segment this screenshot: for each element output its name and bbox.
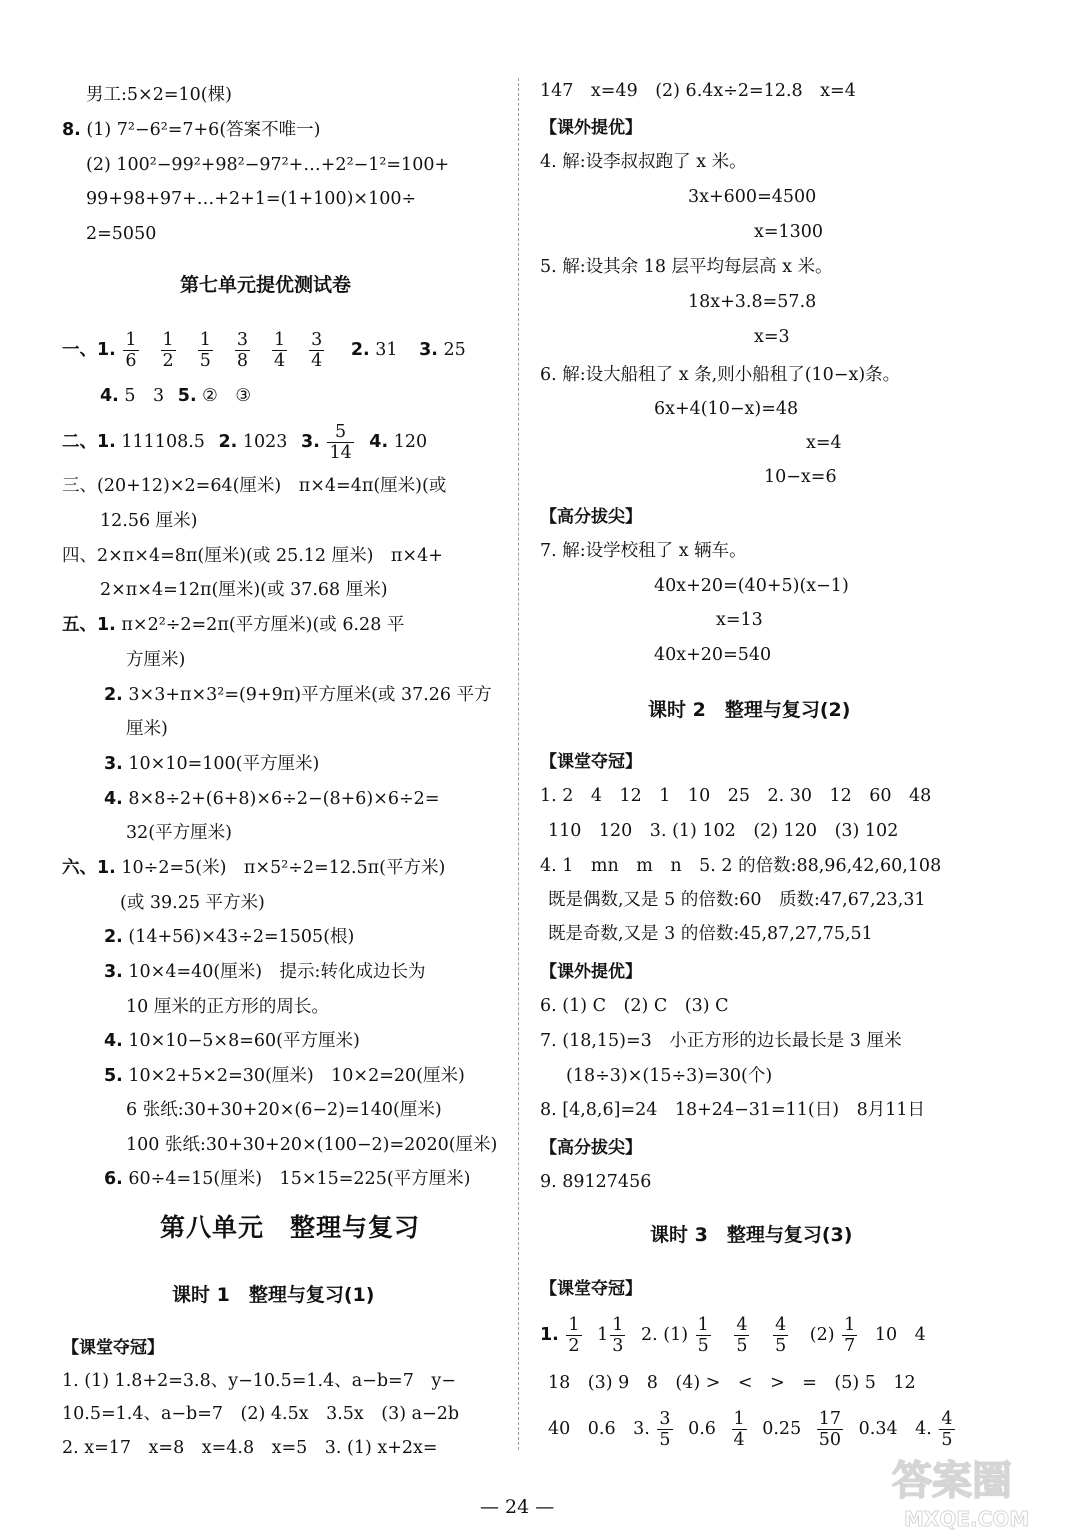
section-tag: 【高分拔尖】 — [540, 507, 642, 527]
text-line: 四、2×π×4=8π(厘米)(或 25.12 厘米) π×4+ — [62, 546, 443, 566]
text-line — [62, 612, 404, 638]
text-line: 2. x=17 x=8 x=4.8 x=5 3. (1) x+2x= — [62, 1438, 438, 1458]
fraction — [235, 330, 250, 371]
numerator: 5 — [327, 422, 353, 443]
text-line: (18÷3)×(15÷3)=30(个) — [566, 1066, 773, 1086]
denominator: 5 — [697, 1336, 709, 1356]
section-tag: 【课堂夺冠】 — [540, 1279, 642, 1299]
text-line: 10 厘米的正方形的周长。 — [126, 997, 329, 1017]
fraction — [696, 1315, 711, 1356]
text-line — [104, 1063, 465, 1089]
answer: 10 4 — [874, 1325, 926, 1345]
fraction — [773, 1315, 788, 1356]
answer: 40 0.6 3. — [548, 1419, 650, 1439]
answer: (1) 7²−6²=7+6(答案不唯一) — [86, 120, 321, 140]
numerator: 3 — [659, 1409, 671, 1429]
fraction — [198, 330, 213, 371]
fraction — [732, 1409, 747, 1450]
numerator: 1 — [844, 1315, 856, 1335]
answer: 120 — [393, 432, 428, 452]
text-line: 32(平方厘米) — [126, 823, 232, 843]
numerator: 17 — [818, 1409, 842, 1429]
text-line: 方厘米) — [126, 650, 186, 670]
fraction — [734, 1315, 749, 1356]
equation: 3x+600=4500 — [688, 187, 817, 207]
text-line — [62, 117, 320, 143]
text-line: 三、(20+12)×2=64(厘米) π×4=4π(厘米)(或 — [62, 476, 447, 496]
question-number: 3. — [104, 962, 123, 982]
question-number: 3. — [419, 340, 438, 360]
answer: 8×8÷2+(6+8)×6÷2−(8+6)×6÷2= — [128, 789, 440, 809]
fraction — [610, 1315, 625, 1356]
text-line: 1. (1) 1.8+2=3.8、y−10.5=1.4、a−b=7 y− — [62, 1371, 456, 1391]
answer: 31 — [375, 340, 398, 360]
section-tag: 【课外提优】 — [540, 962, 642, 982]
text-line: 110 120 3. (1) 102 (2) 120 (3) 102 — [548, 821, 899, 841]
fraction — [161, 330, 176, 371]
fraction — [842, 1315, 857, 1356]
numerator: 1 — [199, 330, 211, 350]
text-line: 1. 2 4 12 1 10 25 2. 30 12 60 48 — [540, 786, 932, 806]
answer: 10×4=40(厘米) 提示:转化成边长为 — [128, 962, 426, 982]
denominator: 5 — [659, 1430, 671, 1450]
equation: x=4 — [806, 433, 842, 453]
fraction — [309, 330, 324, 371]
question-number: 5. — [177, 386, 197, 406]
answer: 10×10=100(平方厘米) — [128, 754, 320, 774]
text-line: 2×π×4=12π(厘米)(或 37.68 厘米) — [100, 580, 388, 600]
fraction — [657, 1409, 672, 1450]
text-line: 10.5=1.4、a−b=7 (2) 4.5x 3.5x (3) a−2b — [62, 1404, 460, 1424]
question-number: 6. — [104, 1169, 123, 1189]
text-line: 6. (1) C (2) C (3) C — [540, 996, 729, 1016]
numerator: 3 — [311, 330, 323, 350]
question-number: 2. — [218, 432, 238, 452]
denominator: 8 — [236, 351, 248, 371]
section-heading: 第七单元提优测试卷 — [180, 274, 352, 296]
fraction — [566, 1315, 581, 1356]
text-line: 18 (3) 9 8 (4) > < > = (5) 5 12 — [548, 1373, 916, 1393]
text-line: 8. [4,8,6]=24 18+24−31=11(日) 8月11日 — [540, 1100, 925, 1120]
denominator: 5 — [199, 351, 211, 371]
text-line — [62, 855, 445, 881]
question-number: 2. — [104, 927, 123, 947]
lesson-heading: 课时 3 整理与复习(3) — [650, 1224, 853, 1246]
text-line: 9. 89127456 — [540, 1172, 652, 1192]
section-label: 六、1. — [62, 858, 116, 878]
denominator: 2 — [162, 351, 174, 371]
numerator: 3 — [236, 330, 248, 350]
question-number: 4. — [104, 789, 123, 809]
answer-row — [548, 1408, 957, 1450]
equation: 18x+3.8=57.8 — [688, 292, 817, 312]
text-line: 6. 解:设大船租了 x 条,则小船租了(10−x)条。 — [540, 365, 901, 385]
denominator: 4 — [311, 351, 323, 371]
text-line: 既是奇数,又是 3 的倍数:45,87,27,75,51 — [548, 924, 873, 944]
answer-row — [62, 330, 466, 371]
denominator: 14 — [329, 443, 352, 463]
question-number: 2. — [104, 685, 123, 705]
equation: x=13 — [716, 610, 763, 630]
denominator: 5 — [736, 1336, 748, 1356]
question-number: (2) — [809, 1325, 835, 1345]
question-number: 2. — [350, 340, 370, 360]
text-line — [104, 751, 319, 777]
answer-row — [540, 1314, 926, 1356]
answer: 1023 — [242, 432, 288, 452]
question-number: 1. — [540, 1325, 559, 1345]
equation: 40x+20=540 — [654, 645, 772, 665]
answer: π×2²÷2=2π(平方厘米)(或 6.28 平 — [121, 615, 405, 635]
fraction — [939, 1409, 954, 1450]
question-number: 4. — [104, 1031, 123, 1051]
equation: 6x+4(10−x)=48 — [654, 399, 799, 419]
equation: 40x+20=(40+5)(x−1) — [654, 576, 849, 596]
fraction-list — [121, 330, 335, 371]
text-line — [104, 786, 439, 812]
answer: 10×2+5×2=30(厘米) 10×2=20(厘米) — [128, 1066, 465, 1086]
numerator: 1 — [125, 330, 137, 350]
denominator: 4 — [273, 351, 286, 371]
denominator: 4 — [733, 1430, 745, 1450]
section-tag: 【课堂夺冠】 — [62, 1338, 164, 1358]
numerator: 1 — [162, 330, 174, 350]
question-number: 8. — [62, 120, 81, 140]
question-number: 5. — [104, 1066, 123, 1086]
answer-row — [100, 383, 251, 409]
equation: 10−x=6 — [764, 467, 837, 487]
denominator: 7 — [844, 1336, 856, 1356]
denominator: 3 — [612, 1336, 624, 1356]
numerator: 4 — [736, 1315, 748, 1335]
equation: x=1300 — [754, 222, 824, 242]
text-line: 厘米) — [126, 719, 168, 739]
text-line — [104, 1166, 470, 1192]
text-line: 100 张纸:30+30+20×(100−2)=2020(厘米) — [126, 1135, 498, 1155]
watermark-text: 答案圈 — [892, 1458, 1012, 1504]
text-line — [104, 682, 492, 708]
fraction — [327, 422, 353, 463]
answer: 5 3 — [124, 386, 165, 406]
denominator: 5 — [941, 1430, 953, 1450]
section-label: 二、1. — [62, 432, 116, 452]
answer-row — [62, 420, 427, 464]
answer: 10÷2=5(米) π×5²÷2=12.5π(平方米) — [121, 858, 446, 878]
text-line — [104, 1028, 360, 1054]
text-line — [104, 959, 425, 985]
text-line: 12.56 厘米) — [100, 511, 198, 531]
numerator: 1 — [697, 1315, 709, 1335]
numerator: 1 — [273, 330, 286, 350]
text-line: (或 39.25 平方米) — [120, 893, 265, 913]
fraction — [123, 330, 138, 371]
denominator: 2 — [568, 1336, 580, 1356]
answer: 0.6 — [688, 1419, 716, 1439]
question-number: 4. — [369, 432, 389, 452]
fraction — [272, 330, 287, 371]
numerator: 1 — [612, 1315, 624, 1335]
section-tag: 【课外提优】 — [540, 118, 642, 138]
fraction — [817, 1409, 843, 1450]
text-line: 7. (18,15)=3 小正方形的边长最长是 3 厘米 — [540, 1031, 902, 1051]
text-line: (2) 100²−99²+98²−97²+…+2²−1²=100+ — [86, 155, 450, 175]
section-tag: 【课堂夺冠】 — [540, 752, 642, 772]
question-number: 2. (1) — [640, 1325, 689, 1345]
lesson-heading: 课时 1 整理与复习(1) — [172, 1284, 375, 1306]
denominator: 50 — [818, 1430, 842, 1450]
answer: 0.25 — [762, 1419, 802, 1439]
answer: 60÷4=15(厘米) 15×15=225(平方厘米) — [128, 1169, 471, 1189]
question-number: 3. — [301, 432, 320, 452]
text-line: 6 张纸:30+30+20×(6−2)=140(厘米) — [126, 1100, 442, 1120]
answer: 111108.5 — [121, 432, 205, 452]
answer: 10×10−5×8=60(平方厘米) — [128, 1031, 360, 1051]
text-line: 7. 解:设学校租了 x 辆车。 — [540, 541, 747, 561]
question-number: 3. — [104, 754, 123, 774]
answer: ② ③ — [202, 386, 252, 406]
numerator: 4 — [775, 1315, 787, 1335]
numerator: 4 — [941, 1409, 953, 1429]
text-line: 99+98+97+…+2+1=(1+100)×100÷ — [86, 189, 417, 209]
denominator: 6 — [125, 351, 137, 371]
text-line: 147 x=49 (2) 6.4x÷2=12.8 x=4 — [540, 81, 856, 101]
text-line: 4. 1 mn m n 5. 2 的倍数:88,96,42,60,108 — [540, 856, 942, 876]
watermark-logo — [888, 1448, 1066, 1532]
text-line: 4. 解:设李叔叔跑了 x 米。 — [540, 152, 747, 172]
watermark-subtext: MXQE.COM — [904, 1507, 1030, 1531]
section-label: 一、1. — [62, 340, 116, 360]
text-line: 5. 解:设其余 18 层平均每层高 x 米。 — [540, 257, 833, 277]
mixed-number-integer: 1 — [597, 1325, 609, 1345]
column-divider — [518, 78, 519, 1450]
unit-heading: 第八单元 整理与复习 — [160, 1213, 421, 1242]
equation: x=3 — [754, 327, 790, 347]
text-line: 男工:5×2=10(棵) — [86, 85, 232, 105]
text-line — [104, 924, 354, 950]
answer: 3×3+π×3²=(9+9π)平方厘米(或 37.26 平方 — [128, 685, 492, 705]
lesson-heading: 课时 2 整理与复习(2) — [648, 699, 851, 721]
numerator: 1 — [568, 1315, 580, 1335]
page-number: — 24 — — [480, 1496, 555, 1518]
numerator: 1 — [733, 1409, 745, 1429]
question-number: 4. — [100, 386, 119, 406]
denominator: 5 — [775, 1336, 787, 1356]
answer: (14+56)×43÷2=1505(根) — [128, 927, 355, 947]
answer: 25 — [443, 340, 466, 360]
section-tag: 【高分拔尖】 — [540, 1138, 642, 1158]
answer: 0.34 4. — [858, 1419, 932, 1439]
text-line: 2=5050 — [86, 224, 157, 244]
text-line: 既是偶数,又是 5 的倍数:60 质数:47,67,23,31 — [548, 890, 926, 910]
section-label: 五、1. — [62, 615, 116, 635]
